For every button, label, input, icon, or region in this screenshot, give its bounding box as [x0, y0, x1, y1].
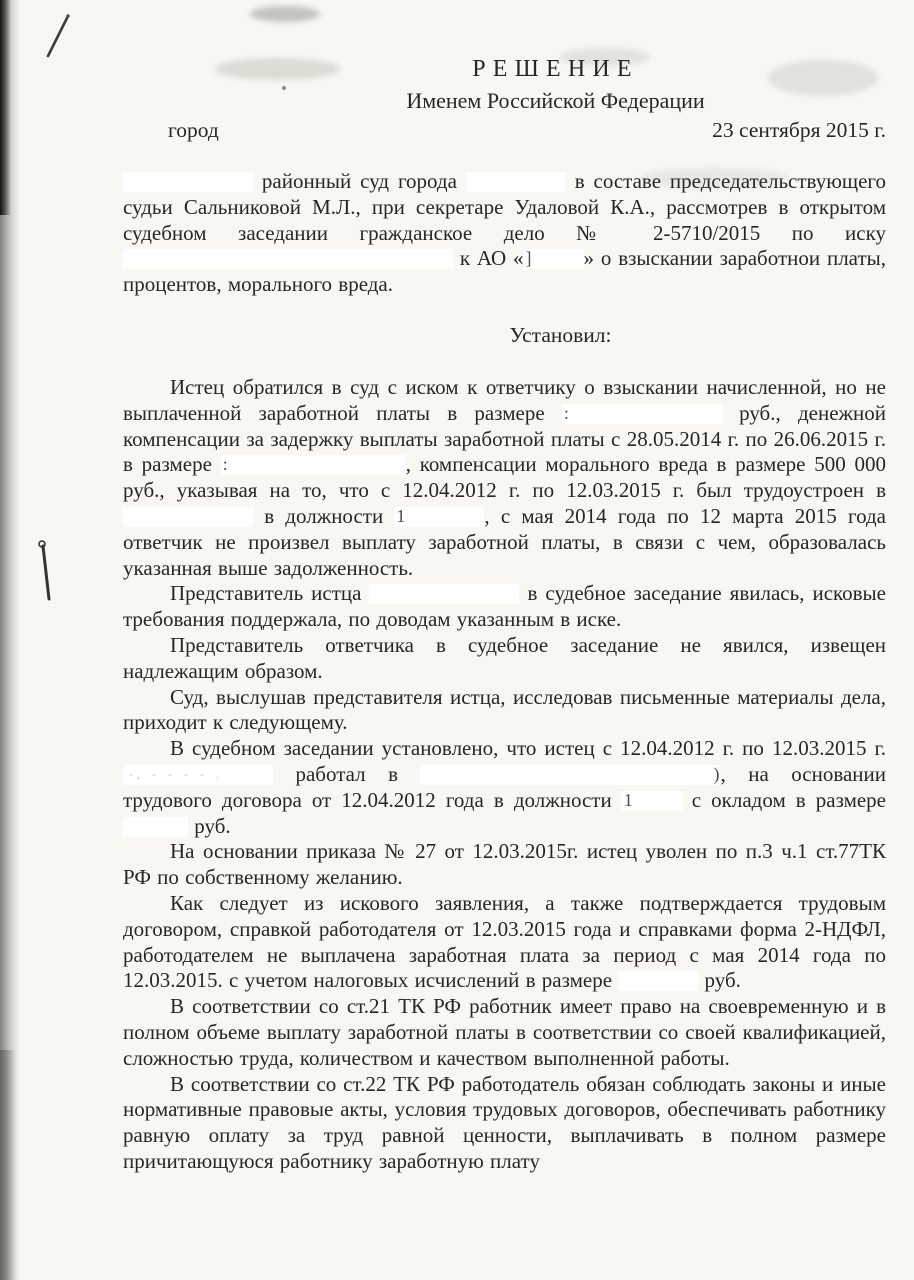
- redaction-box: [123, 817, 188, 837]
- scan-binding-edge-dark: [0, 0, 12, 215]
- redaction-box: [123, 172, 253, 192]
- redaction-box: [369, 584, 519, 604]
- redaction-box: [466, 172, 566, 192]
- paragraph: Представитель ответчика в судебное заседание не явился, извещен надлежащим образом.: [123, 632, 886, 683]
- paragraph: В судебном заседании установлено, что истец с 12.04.2012 г. по 12.03.2015 г. -, - - - - . работал в ) , на основании трудового договора от 12.04.2012 года в должности 1 с окладом в размере руб.: [123, 736, 887, 838]
- redaction-box: [123, 249, 453, 269]
- paragraph: Как следует из искового заявления, а также подтверждается трудовым договором, справкой работодателя от 12.03.2015 года и справками форма 2-НДФЛ, работодателем не выплачена заработная плата за период с мая 2014 года по 12.03.2015. с учетом налоговых исчислений в размере руб.: [123, 890, 886, 993]
- redaction-box: [123, 507, 253, 527]
- document-subtitle: Именем Российской Федерации: [406, 88, 705, 113]
- paragraph: Представитель истца в судебное заседание явилась, исковые требования поддержала, по доводам указанным в иске.: [123, 581, 886, 632]
- paragraph: районный суд города в составе председательствующего судьи Сальниковой М.Л., при секретаре Удаловой К.А., рассмотрев в открытом судебном заседании гражданское дело № 2-5710/2015 по иску к АО « ] » о взыскании заработнои платы, процентов, морального вреда.: [123, 169, 886, 297]
- redaction-box: ]: [524, 249, 584, 269]
- redaction-box: :: [562, 404, 722, 424]
- paragraph: На основании приказа № 27 от 12.03.2015г. истец уволен по п.3 ч.1 ст.77ТК РФ по собственному желанию.: [123, 839, 886, 890]
- scan-smudge: [250, 6, 320, 22]
- redaction-box: 1: [394, 507, 484, 527]
- section-heading: Установил:: [509, 322, 612, 347]
- paragraph: Суд, выслушав представителя истца, исследовав письменные материалы дела, приходит к следующему.: [123, 684, 886, 735]
- document-content: [123, 54, 886, 1175]
- paragraph: В соответствии со ст.22 ТК РФ работодатель обязан соблюдать законы и иные нормативные правовые акты, условия трудовых договоров, обеспечивать работнику равную оплату за труд равной ценности, выплачивать в полном размере причитающуюся работнику заработную плату: [123, 1071, 886, 1173]
- paragraph: В соответствии со ст.21 ТК РФ работник имеет право на своевременную и в полном объеме выплату заработной платы в соответствии со своей квалификацией, сложностью труда, количеством и качеством выполненной работы.: [123, 994, 886, 1070]
- document-date: 23 сентября 2015 г.: [712, 118, 886, 142]
- body-paragraphs: [123, 375, 886, 1175]
- redaction-box: -, - - - - .: [123, 765, 273, 785]
- redaction-box: :: [221, 455, 406, 475]
- paragraph: Истец обратился в суд с иском к ответчику о взыскании начисленной, но не выплаченной заработной платы в размере : руб., денежной компенсации за задержку выплаты заработной платы с 28.05.2014 г. по 26.06.2015 г. в размере : , компенсации морального вреда в размере 500 000 руб., указывая на то, что с 12.04.2012 г. по 12.03.2015 г. был трудоустроен в в должности 1 , с мая 2014 года по 12 марта 2015 года ответчик не произвел выплату заработной платы, в связи с чем, образовалась указанная выше задолженность.: [123, 374, 886, 580]
- redaction-box: 1: [622, 791, 682, 811]
- intro-paragraphs: [123, 169, 886, 298]
- city-date-row: [123, 116, 886, 144]
- scan-binding-edge-lower: [0, 1050, 16, 1280]
- redaction-box: ): [420, 765, 720, 785]
- document-title: РЕШЕНИЕ: [472, 56, 639, 82]
- city-label: город: [168, 118, 219, 142]
- pen-mark-diagonal-icon: [38, 8, 82, 66]
- redaction-box: [618, 971, 698, 991]
- pen-mark-vertical-icon: [34, 536, 60, 608]
